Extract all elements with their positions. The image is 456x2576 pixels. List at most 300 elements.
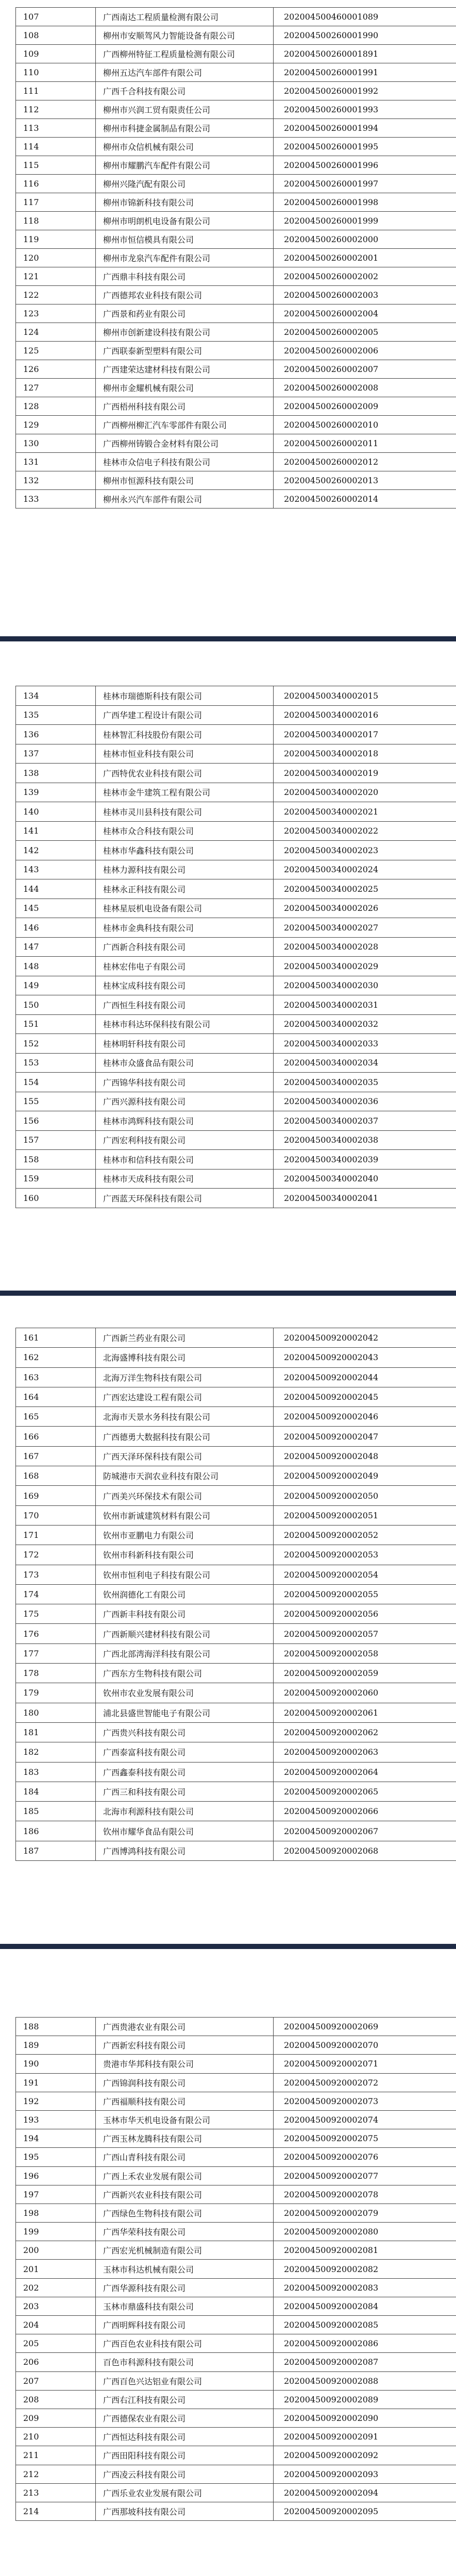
company-name: 柳州市锦新科技有限公司 bbox=[96, 193, 274, 212]
company-name: 广西恒生科技有限公司 bbox=[96, 995, 274, 1015]
row-number: 196 bbox=[16, 2166, 96, 2185]
company-name: 广西新兰药业有限公司 bbox=[96, 1328, 274, 1348]
row-number: 164 bbox=[16, 1387, 96, 1406]
table-row bbox=[16, 2204, 456, 2222]
company-name: 钦州市科新科技有限公司 bbox=[96, 1545, 274, 1565]
company-name: 北海市利源科技有限公司 bbox=[96, 1802, 274, 1821]
section-divider bbox=[0, 1291, 456, 1296]
company-name: 广西华荣科技有限公司 bbox=[96, 2223, 274, 2241]
registration-code: 202004500340002015 bbox=[274, 686, 456, 706]
registration-code: 202004500260001995 bbox=[274, 138, 456, 156]
company-name: 广西新丰科技有限公司 bbox=[96, 1604, 274, 1624]
row-number: 129 bbox=[16, 416, 96, 434]
table-row bbox=[16, 1624, 456, 1643]
company-name: 广西新兴农业科技有限公司 bbox=[96, 2185, 274, 2204]
table-row bbox=[16, 1486, 456, 1505]
registration-code: 202004500260001999 bbox=[274, 212, 456, 230]
row-number: 211 bbox=[16, 2446, 96, 2465]
company-name: 广西凌云科技有限公司 bbox=[96, 2465, 274, 2483]
row-number: 107 bbox=[16, 8, 96, 26]
registration-code: 202004500920002064 bbox=[274, 1762, 456, 1782]
company-name: 桂林市众盛食品有限公司 bbox=[96, 1053, 274, 1073]
registry-table bbox=[15, 7, 456, 509]
table-section-2 bbox=[0, 636, 456, 1265]
company-name: 桂林市众信电子科技有限公司 bbox=[96, 453, 274, 471]
registration-code: 202004500260002014 bbox=[274, 490, 456, 509]
table-row bbox=[16, 1348, 456, 1367]
registration-code: 202004500340002038 bbox=[274, 1130, 456, 1150]
table-row bbox=[16, 2129, 456, 2148]
company-name: 广西上禾农业发展有限公司 bbox=[96, 2166, 274, 2185]
company-name: 广西美兴环保技术有限公司 bbox=[96, 1486, 274, 1505]
registration-code: 202004500920002071 bbox=[274, 2055, 456, 2073]
company-name: 广西宏光机械制造有限公司 bbox=[96, 2241, 274, 2260]
registration-code: 202004500260002006 bbox=[274, 342, 456, 360]
registration-code: 202004500260002002 bbox=[274, 267, 456, 286]
registration-code: 202004500920002051 bbox=[274, 1505, 456, 1525]
table-row bbox=[16, 2166, 456, 2185]
registration-code: 202004500340002020 bbox=[274, 783, 456, 802]
row-number: 138 bbox=[16, 764, 96, 783]
registration-code: 202004500260002005 bbox=[274, 323, 456, 342]
company-name: 柳州市耀鹏汽车配件有限公司 bbox=[96, 156, 274, 175]
company-name: 广西锦华科技有限公司 bbox=[96, 1073, 274, 1092]
company-name: 防城港市天润农业科技有限公司 bbox=[96, 1466, 274, 1486]
company-name: 柳州市恒信模具有限公司 bbox=[96, 230, 274, 249]
table-row bbox=[16, 2092, 456, 2110]
row-number: 156 bbox=[16, 1111, 96, 1131]
company-name: 广西锦润科技有限公司 bbox=[96, 2073, 274, 2092]
row-number: 186 bbox=[16, 1821, 96, 1841]
company-name: 广西建荣达建材科技有限公司 bbox=[96, 360, 274, 379]
row-number: 168 bbox=[16, 1466, 96, 1486]
row-number: 108 bbox=[16, 26, 96, 45]
registration-code: 202004500920002053 bbox=[274, 1545, 456, 1565]
table-row bbox=[16, 918, 456, 938]
row-number: 173 bbox=[16, 1565, 96, 1584]
registration-code: 202004500920002083 bbox=[274, 2278, 456, 2297]
registration-code: 202004500920002095 bbox=[274, 2502, 456, 2520]
row-number: 191 bbox=[16, 2073, 96, 2092]
registration-code: 202004500340002019 bbox=[274, 764, 456, 783]
registration-code: 202004500920002054 bbox=[274, 1565, 456, 1584]
table-row bbox=[16, 995, 456, 1015]
table-row bbox=[16, 1130, 456, 1150]
row-number: 198 bbox=[16, 2204, 96, 2222]
registration-code: 202004500340002022 bbox=[274, 821, 456, 841]
company-name: 桂林市鸿辉科技有限公司 bbox=[96, 1111, 274, 1131]
table-row bbox=[16, 860, 456, 879]
registration-code: 202004500920002046 bbox=[274, 1407, 456, 1427]
company-name: 广西鼎丰科技有限公司 bbox=[96, 267, 274, 286]
row-number: 161 bbox=[16, 1328, 96, 1348]
row-number: 149 bbox=[16, 976, 96, 995]
registration-code: 202004500920002072 bbox=[274, 2073, 456, 2092]
table-row bbox=[16, 2018, 456, 2036]
registration-code: 202004500920002069 bbox=[274, 2018, 456, 2036]
row-number: 153 bbox=[16, 1053, 96, 1073]
row-number: 157 bbox=[16, 1130, 96, 1150]
registration-code: 202004500920002050 bbox=[274, 1486, 456, 1505]
company-name: 广西柳州特征工程质量检测有限公司 bbox=[96, 45, 274, 63]
company-name: 广西柳州柳汇汽车零部件有限公司 bbox=[96, 416, 274, 434]
table-row bbox=[16, 2110, 456, 2129]
table-row bbox=[16, 1821, 456, 1841]
registration-code: 202004500340002029 bbox=[274, 957, 456, 976]
table-row bbox=[16, 63, 456, 82]
registration-code: 202004500340002017 bbox=[274, 725, 456, 744]
company-name: 钦州市亚鹏电力有限公司 bbox=[96, 1525, 274, 1545]
registration-code: 202004500460001089 bbox=[274, 8, 456, 26]
row-number: 145 bbox=[16, 899, 96, 918]
row-number: 197 bbox=[16, 2185, 96, 2204]
row-number: 204 bbox=[16, 2316, 96, 2334]
registration-code: 202004500260001996 bbox=[274, 156, 456, 175]
registration-code: 202004500260002012 bbox=[274, 453, 456, 471]
registration-code: 202004500260002007 bbox=[274, 360, 456, 379]
company-name: 广西新合科技有限公司 bbox=[96, 937, 274, 957]
registration-code: 202004500920002084 bbox=[274, 2297, 456, 2315]
table-row bbox=[16, 957, 456, 976]
company-name: 广西德保农业有限公司 bbox=[96, 2409, 274, 2427]
registration-code: 202004500920002055 bbox=[274, 1584, 456, 1604]
registration-code: 202004500340002036 bbox=[274, 1092, 456, 1111]
table-row bbox=[16, 267, 456, 286]
registration-code: 202004500920002057 bbox=[274, 1624, 456, 1643]
table-row bbox=[16, 1703, 456, 1722]
table-row bbox=[16, 2185, 456, 2204]
row-number: 146 bbox=[16, 918, 96, 938]
company-name: 广西那坡科技有限公司 bbox=[96, 2502, 274, 2520]
company-name: 钦州市耀华食品有限公司 bbox=[96, 1821, 274, 1841]
registration-code: 202004500920002080 bbox=[274, 2223, 456, 2241]
table-row bbox=[16, 1073, 456, 1092]
registration-code: 202004500260001992 bbox=[274, 82, 456, 100]
company-name: 广西百色农业科技有限公司 bbox=[96, 2334, 274, 2353]
row-number: 135 bbox=[16, 705, 96, 725]
company-name: 桂林市天成科技有限公司 bbox=[96, 1169, 274, 1189]
row-number: 208 bbox=[16, 2390, 96, 2409]
row-number: 152 bbox=[16, 1034, 96, 1054]
row-number: 176 bbox=[16, 1624, 96, 1643]
table-row bbox=[16, 286, 456, 304]
company-name: 桂林宏伟电子有限公司 bbox=[96, 957, 274, 976]
registration-code: 202004500920002089 bbox=[274, 2390, 456, 2409]
registration-code: 202004500340002021 bbox=[274, 802, 456, 822]
row-number: 127 bbox=[16, 379, 96, 397]
row-number: 118 bbox=[16, 212, 96, 230]
row-number: 123 bbox=[16, 304, 96, 323]
registration-code: 202004500920002082 bbox=[274, 2260, 456, 2278]
table-row bbox=[16, 1427, 456, 1446]
row-number: 207 bbox=[16, 2371, 96, 2390]
table-row bbox=[16, 2073, 456, 2092]
registration-code: 202004500920002070 bbox=[274, 2036, 456, 2055]
row-number: 184 bbox=[16, 1782, 96, 1801]
table-row bbox=[16, 802, 456, 822]
row-number: 174 bbox=[16, 1584, 96, 1604]
registration-code: 202004500920002067 bbox=[274, 1821, 456, 1841]
row-number: 178 bbox=[16, 1664, 96, 1683]
table-row bbox=[16, 156, 456, 175]
table-row bbox=[16, 1604, 456, 1624]
table-row bbox=[16, 379, 456, 397]
table-row bbox=[16, 2371, 456, 2390]
registration-code: 202004500920002044 bbox=[274, 1367, 456, 1387]
registration-code: 202004500920002058 bbox=[274, 1643, 456, 1663]
registration-code: 202004500920002066 bbox=[274, 1802, 456, 1821]
table-row bbox=[16, 2409, 456, 2427]
registration-code: 202004500920002056 bbox=[274, 1604, 456, 1624]
row-number: 150 bbox=[16, 995, 96, 1015]
section-divider bbox=[0, 1944, 456, 1949]
row-number: 190 bbox=[16, 2055, 96, 2073]
registration-code: 202004500340002032 bbox=[274, 1014, 456, 1034]
company-name: 广西玉林龙腾科技有限公司 bbox=[96, 2129, 274, 2148]
company-name: 广西柳州铸锻合金材料有限公司 bbox=[96, 434, 274, 453]
registration-code: 202004500920002073 bbox=[274, 2092, 456, 2110]
company-name: 桂林星辰机电设备有限公司 bbox=[96, 899, 274, 918]
registration-code: 202004500920002059 bbox=[274, 1664, 456, 1683]
row-number: 155 bbox=[16, 1092, 96, 1111]
row-number: 115 bbox=[16, 156, 96, 175]
company-name: 桂林市金牛建筑工程有限公司 bbox=[96, 783, 274, 802]
registration-code: 202004500260002008 bbox=[274, 379, 456, 397]
company-name: 广西千合科技有限公司 bbox=[96, 82, 274, 100]
row-number: 158 bbox=[16, 1150, 96, 1170]
row-number: 124 bbox=[16, 323, 96, 342]
company-name: 百色市科源科技有限公司 bbox=[96, 2353, 274, 2371]
row-number: 120 bbox=[16, 249, 96, 267]
row-number: 126 bbox=[16, 360, 96, 379]
company-name: 广西博鸿科技有限公司 bbox=[96, 1841, 274, 1860]
row-number: 144 bbox=[16, 879, 96, 899]
table-section-4 bbox=[0, 1944, 456, 2572]
table-row bbox=[16, 976, 456, 995]
registration-code: 202004500340002016 bbox=[274, 705, 456, 725]
table-row bbox=[16, 1802, 456, 1821]
table-row bbox=[16, 1328, 456, 1348]
company-name: 北海万洋生物科技有限公司 bbox=[96, 1367, 274, 1387]
registration-code: 202004500920002088 bbox=[274, 2371, 456, 2390]
company-name: 广西蓝天环保科技有限公司 bbox=[96, 1189, 274, 1208]
registration-code: 202004500340002028 bbox=[274, 937, 456, 957]
company-name: 广西贵港农业有限公司 bbox=[96, 2018, 274, 2036]
row-number: 201 bbox=[16, 2260, 96, 2278]
table-row bbox=[16, 2241, 456, 2260]
row-number: 162 bbox=[16, 1348, 96, 1367]
row-number: 130 bbox=[16, 434, 96, 453]
table-row bbox=[16, 1111, 456, 1131]
company-name: 桂林市金典科技有限公司 bbox=[96, 918, 274, 938]
row-number: 128 bbox=[16, 397, 96, 416]
registration-code: 202004500260002011 bbox=[274, 434, 456, 453]
registration-code: 202004500340002030 bbox=[274, 976, 456, 995]
row-number: 180 bbox=[16, 1703, 96, 1722]
company-name: 广西华建工程设计有限公司 bbox=[96, 705, 274, 725]
company-name: 柳州市明朗机电设备有限公司 bbox=[96, 212, 274, 230]
company-name: 贵港市华邦科技有限公司 bbox=[96, 2055, 274, 2073]
table-row bbox=[16, 1782, 456, 1801]
company-name: 广西天泽环保科技有限公司 bbox=[96, 1446, 274, 1466]
table-row bbox=[16, 1565, 456, 1584]
registration-code: 202004500920002052 bbox=[274, 1525, 456, 1545]
table-row bbox=[16, 230, 456, 249]
row-number: 109 bbox=[16, 45, 96, 63]
row-number: 133 bbox=[16, 490, 96, 509]
table-row bbox=[16, 471, 456, 490]
table-row bbox=[16, 453, 456, 471]
table-row bbox=[16, 1014, 456, 1034]
registration-code: 202004500920002078 bbox=[274, 2185, 456, 2204]
table-row bbox=[16, 2483, 456, 2502]
row-number: 171 bbox=[16, 1525, 96, 1545]
row-number: 189 bbox=[16, 2036, 96, 2055]
row-number: 202 bbox=[16, 2278, 96, 2297]
registration-code: 202004500260001998 bbox=[274, 193, 456, 212]
row-number: 113 bbox=[16, 119, 96, 138]
row-number: 214 bbox=[16, 2502, 96, 2520]
row-number: 121 bbox=[16, 267, 96, 286]
company-name: 广西德邦农业科技有限公司 bbox=[96, 286, 274, 304]
company-name: 柳州永兴汽车部件有限公司 bbox=[96, 490, 274, 509]
company-name: 桂林明轩科技有限公司 bbox=[96, 1034, 274, 1054]
company-name: 桂林市华鑫科技有限公司 bbox=[96, 841, 274, 860]
row-number: 125 bbox=[16, 342, 96, 360]
table-row bbox=[16, 1387, 456, 1406]
registration-code: 202004500920002093 bbox=[274, 2465, 456, 2483]
registration-code: 202004500340002040 bbox=[274, 1169, 456, 1189]
registration-code: 202004500920002075 bbox=[274, 2129, 456, 2148]
row-number: 116 bbox=[16, 175, 96, 193]
company-name: 广西联泰新型塑料有限公司 bbox=[96, 342, 274, 360]
table-row bbox=[16, 1742, 456, 1762]
row-number: 203 bbox=[16, 2297, 96, 2315]
table-row bbox=[16, 2316, 456, 2334]
company-name: 北海盛博科技有限公司 bbox=[96, 1348, 274, 1367]
row-number: 132 bbox=[16, 471, 96, 490]
company-name: 广西泰富科技有限公司 bbox=[96, 1742, 274, 1762]
table-row bbox=[16, 764, 456, 783]
company-name: 广西北部湾海洋科技有限公司 bbox=[96, 1643, 274, 1663]
registration-code: 202004500920002092 bbox=[274, 2446, 456, 2465]
registration-code: 202004500920002077 bbox=[274, 2166, 456, 2185]
table-row bbox=[16, 725, 456, 744]
table-row bbox=[16, 490, 456, 509]
company-name: 广西宏利科技有限公司 bbox=[96, 1130, 274, 1150]
registration-code: 202004500340002031 bbox=[274, 995, 456, 1015]
table-row bbox=[16, 1053, 456, 1073]
company-name: 广西乐业农业发展有限公司 bbox=[96, 2483, 274, 2502]
company-name: 广西三和科技有限公司 bbox=[96, 1782, 274, 1801]
table-row bbox=[16, 2353, 456, 2371]
company-name: 钦州润德化工有限公司 bbox=[96, 1584, 274, 1604]
table-row bbox=[16, 1466, 456, 1486]
registration-code: 202004500260001994 bbox=[274, 119, 456, 138]
table-row bbox=[16, 1407, 456, 1427]
registration-code: 202004500920002086 bbox=[274, 2334, 456, 2353]
registration-code: 202004500920002063 bbox=[274, 1742, 456, 1762]
registration-code: 202004500920002076 bbox=[274, 2148, 456, 2166]
company-name: 广西恒达科技有限公司 bbox=[96, 2428, 274, 2446]
company-name: 广西鑫泰科技有限公司 bbox=[96, 1762, 274, 1782]
registration-code: 202004500260002003 bbox=[274, 286, 456, 304]
row-number: 187 bbox=[16, 1841, 96, 1860]
table-row bbox=[16, 397, 456, 416]
row-number: 166 bbox=[16, 1427, 96, 1446]
registration-code: 202004500260002004 bbox=[274, 304, 456, 323]
row-number: 209 bbox=[16, 2409, 96, 2427]
company-name: 桂林力源科技有限公司 bbox=[96, 860, 274, 879]
table-row bbox=[16, 899, 456, 918]
company-name: 桂林市科达环保科技有限公司 bbox=[96, 1014, 274, 1034]
registry-table bbox=[15, 2017, 456, 2521]
company-name: 广西明辉科技有限公司 bbox=[96, 2316, 274, 2334]
company-name: 广西特优农业科技有限公司 bbox=[96, 764, 274, 783]
registration-code: 202004500260002010 bbox=[274, 416, 456, 434]
registration-code: 202004500260001997 bbox=[274, 175, 456, 193]
row-number: 143 bbox=[16, 860, 96, 879]
row-number: 119 bbox=[16, 230, 96, 249]
table-row bbox=[16, 2260, 456, 2278]
table-row bbox=[16, 2428, 456, 2446]
table-row bbox=[16, 783, 456, 802]
company-name: 柳州市兴润工贸有限责任公司 bbox=[96, 100, 274, 119]
registration-code: 202004500920002094 bbox=[274, 2483, 456, 2502]
registration-code: 202004500260001993 bbox=[274, 100, 456, 119]
row-number: 151 bbox=[16, 1014, 96, 1034]
company-name: 桂林永正科技有限公司 bbox=[96, 879, 274, 899]
table-row bbox=[16, 1683, 456, 1703]
company-name: 玉林市科达机械有限公司 bbox=[96, 2260, 274, 2278]
row-number: 165 bbox=[16, 1407, 96, 1427]
table-row bbox=[16, 821, 456, 841]
row-number: 210 bbox=[16, 2428, 96, 2446]
registration-code: 202004500920002074 bbox=[274, 2110, 456, 2129]
table-row bbox=[16, 1841, 456, 1860]
registration-code: 202004500920002048 bbox=[274, 1446, 456, 1466]
table-row bbox=[16, 1034, 456, 1054]
table-row bbox=[16, 2334, 456, 2353]
row-number: 199 bbox=[16, 2223, 96, 2241]
row-number: 147 bbox=[16, 937, 96, 957]
row-number: 154 bbox=[16, 1073, 96, 1092]
table-row bbox=[16, 119, 456, 138]
table-row bbox=[16, 1446, 456, 1466]
company-name: 柳州市龙泉汽车配件有限公司 bbox=[96, 249, 274, 267]
table-row bbox=[16, 1169, 456, 1189]
company-name: 广西景和药业有限公司 bbox=[96, 304, 274, 323]
table-row bbox=[16, 100, 456, 119]
table-row bbox=[16, 45, 456, 63]
table-row bbox=[16, 1189, 456, 1208]
table-row bbox=[16, 323, 456, 342]
row-number: 139 bbox=[16, 783, 96, 802]
table-row bbox=[16, 1664, 456, 1683]
row-number: 172 bbox=[16, 1545, 96, 1565]
table-section-1 bbox=[0, 0, 456, 577]
table-row bbox=[16, 434, 456, 453]
registration-code: 202004500260002013 bbox=[274, 471, 456, 490]
registration-code: 202004500260001990 bbox=[274, 26, 456, 45]
row-number: 131 bbox=[16, 453, 96, 471]
company-name: 钦州市恒利电子科技有限公司 bbox=[96, 1565, 274, 1584]
table-row bbox=[16, 686, 456, 706]
table-row bbox=[16, 1150, 456, 1170]
row-number: 163 bbox=[16, 1367, 96, 1387]
registration-code: 202004500920002042 bbox=[274, 1328, 456, 1348]
registration-code: 202004500340002023 bbox=[274, 841, 456, 860]
